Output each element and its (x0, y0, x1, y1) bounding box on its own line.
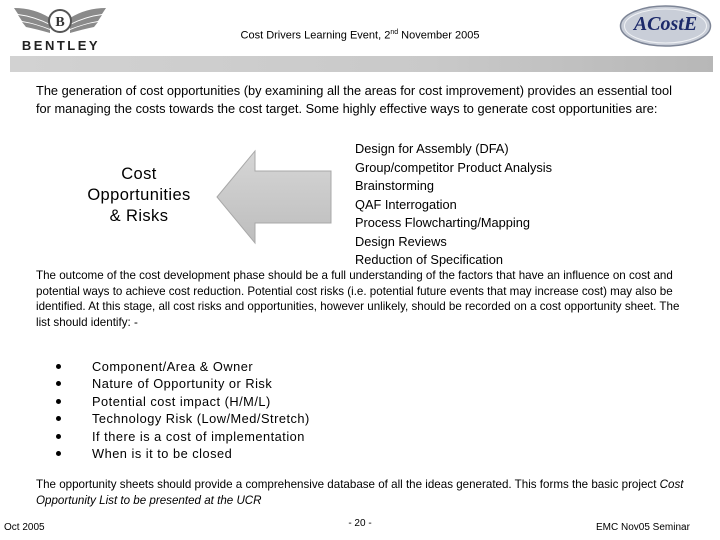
list-item: If there is a cost of implementation (50, 428, 310, 445)
list-item: Nature of Opportunity or Risk (50, 375, 310, 392)
outcome-paragraph: The outcome of the cost development phase should be a full understanding of the factors that have an influence on cost and potential ways to achieve cost reduction. Potential cost risks (i.e. potential future events that may increase cost) may also be identified. At this stage, all cost risks and opportunities, however unlikely, should be recorded on a cost opportunity sheet. The list should identify: - (36, 269, 680, 329)
bullet-icon (56, 416, 61, 421)
bullet-icon (56, 364, 61, 369)
bullet-icon (56, 434, 61, 439)
list-item: Group/competitor Product Analysis (355, 159, 553, 175)
list-item: Component/Area & Owner (50, 358, 310, 375)
list-item: Potential cost impact (H/M/L) (50, 393, 310, 410)
bentley-logo (10, 2, 110, 54)
cost-opportunities-label (76, 164, 202, 227)
acoste-wordmark: ACostE (633, 13, 698, 35)
list-item: QAF Interrogation (355, 196, 457, 212)
opportunity-methods-list (355, 140, 552, 270)
footer-seminar: EMC Nov05 Seminar (596, 522, 690, 533)
list-item: Process Flowcharting/Mapping (355, 215, 530, 230)
header-title: Cost Drivers Learning Event, 2nd November 2005 (240, 29, 480, 42)
identify-list (50, 358, 310, 462)
list-item: When is it to be closed (50, 445, 310, 462)
list-item: Brainstorming (355, 178, 434, 193)
header-divider-band (10, 56, 713, 72)
page-number: - 20 - (348, 518, 372, 529)
list-item: Reduction of Specification (355, 252, 503, 267)
bullet-icon (56, 451, 61, 456)
cost-opportunity-list-emphasis: Cost Opportunity List to be presented at the UCR (36, 478, 684, 507)
bullet-icon (56, 399, 61, 404)
bentley-wordmark: BENTLEY (21, 38, 101, 53)
list-item: Technology Risk (Low/Med/Stretch) (50, 410, 310, 427)
list-item: Design Reviews (355, 233, 447, 249)
footer-date: Oct 2005 (4, 522, 45, 533)
closing-paragraph: The opportunity sheets should provide a comprehensive database of all the ideas generated. This forms the basic project Cost Opportunity List to be presented at the UCR (36, 478, 684, 507)
cost-label-line2: Opportunities (87, 186, 191, 204)
acoste-logo (618, 4, 713, 48)
cost-label-line3: & Risks (109, 207, 169, 225)
left-arrow-icon (215, 147, 333, 247)
svg-text:B: B (55, 15, 65, 30)
intro-paragraph: The generation of cost opportunities (by examining all the areas for cost improvement) provides an essential tool for managing the costs towards the cost target. Some highly effective ways to generate cost opportunities are: (36, 83, 672, 116)
bullet-icon (56, 381, 61, 386)
cost-label-line1: Cost (121, 165, 157, 183)
list-item: Design for Assembly (DFA) (355, 141, 509, 156)
